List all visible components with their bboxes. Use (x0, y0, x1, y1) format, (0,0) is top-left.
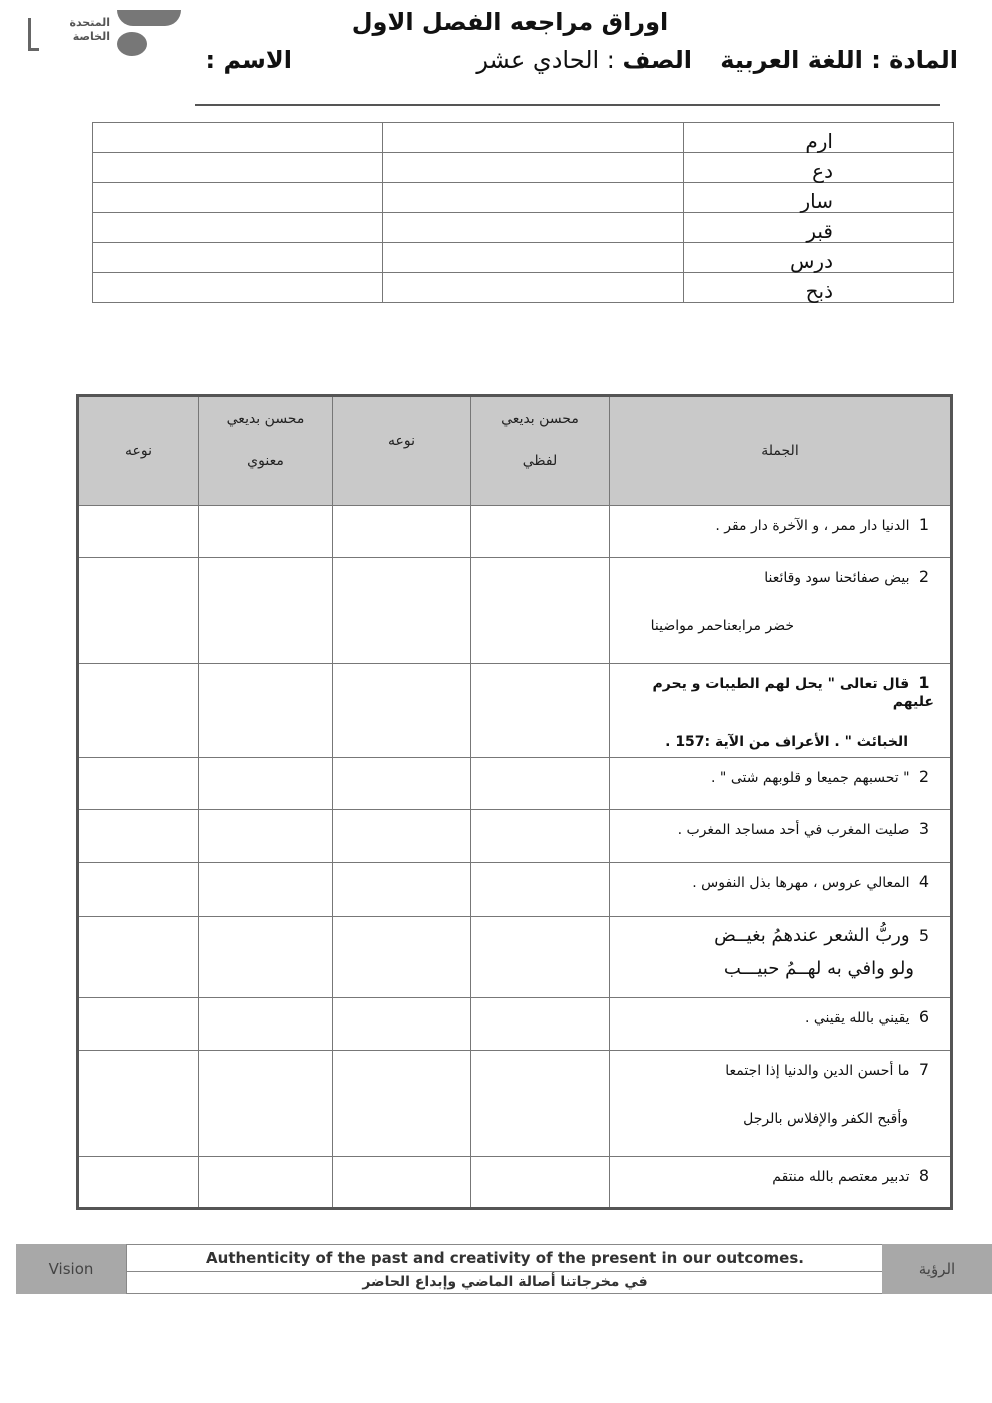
answer-cell[interactable] (78, 664, 199, 758)
answer-cell[interactable] (78, 998, 199, 1051)
header-manawi: محسن بديعي معنوي (199, 396, 333, 506)
answer-cell[interactable] (471, 998, 610, 1051)
table-header-row (78, 396, 952, 506)
answer-cell[interactable] (93, 123, 383, 153)
vision-english: Authenticity of the past and creativity of the present in our outcomes. (127, 1245, 883, 1272)
answer-cell[interactable] (93, 273, 383, 303)
answer-cell[interactable] (333, 664, 471, 758)
answer-cell[interactable] (78, 558, 199, 664)
answer-cell[interactable] (333, 506, 471, 558)
answer-cell[interactable] (471, 758, 610, 810)
word-cell: قبر (684, 213, 954, 243)
header-sentence: الجملة (610, 396, 952, 506)
answer-cell[interactable] (93, 213, 383, 243)
answer-cell[interactable] (78, 1157, 199, 1209)
answer-cell[interactable] (383, 243, 684, 273)
answer-cell[interactable] (471, 558, 610, 664)
header-lafzi: محسن بديعي لفظي (471, 396, 610, 506)
table-row (78, 863, 952, 917)
answer-cell[interactable] (199, 1157, 333, 1209)
answer-cell[interactable] (199, 758, 333, 810)
sentence-cell: 3 صليت المغرب في أحد مساجد المغرب . (610, 810, 952, 863)
rhetoric-table (76, 394, 953, 1210)
table-row (78, 810, 952, 863)
answer-cell[interactable] (333, 1157, 471, 1209)
sentence-cell: 6 يقيني بالله يقيني . (610, 998, 952, 1051)
table-row (78, 558, 952, 664)
word-cell: دع (684, 153, 954, 183)
table-row (78, 758, 952, 810)
answer-cell[interactable] (333, 863, 471, 917)
answer-cell[interactable] (471, 1157, 610, 1209)
sentence-cell: 5 وربُّ الشعر عندهمُ بغيــض ولو وافي به لهــمُ حبيـــب (610, 917, 952, 998)
answer-cell[interactable] (78, 1051, 199, 1157)
answer-cell[interactable] (78, 863, 199, 917)
answer-cell[interactable] (471, 810, 610, 863)
table-row (93, 153, 954, 183)
logo-text-line2: الخاصة (72, 30, 110, 43)
table-row (78, 917, 952, 998)
table-row (93, 123, 954, 153)
answer-cell[interactable] (471, 506, 610, 558)
word-cell: ارم (684, 123, 954, 153)
answer-cell[interactable] (471, 1051, 610, 1157)
header-divider (195, 104, 940, 106)
table-row (78, 664, 952, 758)
answer-cell[interactable] (199, 810, 333, 863)
answer-cell[interactable] (383, 213, 684, 243)
answer-cell[interactable] (383, 183, 684, 213)
answer-cell[interactable] (383, 153, 684, 183)
table-row (93, 213, 954, 243)
sentence-cell: 2 " تحسبهم جميعا و قلوبهم شتى " . (610, 758, 952, 810)
vision-footer (16, 1244, 992, 1294)
sentence-cell: 1 الدنيا دار ممر ، و الآخرة دار مقر . (610, 506, 952, 558)
answer-cell[interactable] (333, 810, 471, 863)
table-row (78, 506, 952, 558)
answer-cell[interactable] (383, 123, 684, 153)
page-title: اوراق مراجعه الفصل الاول (351, 8, 669, 36)
answer-cell[interactable] (78, 810, 199, 863)
logo-circle-icon (117, 32, 147, 56)
vision-arabic: في مخرجاتنا أصالة الماضي وإبداع الحاضر (362, 1274, 648, 1290)
sentence-cell: 7 ما أحسن الدين والدنيا إذا اجتمعا وأقبح الكفر والإفلاس بالرجل (610, 1051, 952, 1157)
header-type-1: نوعه (333, 396, 471, 506)
sentence-cell: 4 المعالي عروس ، مهرها بذل النفوس . (610, 863, 952, 917)
answer-cell[interactable] (333, 558, 471, 664)
vision-label-ar: الرؤية (882, 1244, 992, 1294)
answer-cell[interactable] (78, 758, 199, 810)
answer-cell[interactable] (93, 243, 383, 273)
sentence-cell: 2 بيض صفائحنا سود وقائعنا خضر مرابعناحمر مواضينا (610, 558, 952, 664)
vision-statement (126, 1244, 884, 1294)
vision-label-en: Vision (16, 1244, 126, 1294)
answer-cell[interactable] (78, 506, 199, 558)
table-row (78, 998, 952, 1051)
answer-cell[interactable] (199, 917, 333, 998)
logo-mark-icon (28, 18, 39, 51)
answer-cell[interactable] (333, 758, 471, 810)
answer-cell[interactable] (383, 273, 684, 303)
answer-cell[interactable] (78, 917, 199, 998)
word-cell: ذبح (684, 273, 954, 303)
answer-cell[interactable] (93, 183, 383, 213)
logo-text-line1: المتحدة (69, 16, 110, 29)
answer-cell[interactable] (333, 1051, 471, 1157)
header-type-2: نوعه (78, 396, 199, 506)
words-table (92, 122, 954, 303)
word-cell: درس (684, 243, 954, 273)
table-row (93, 183, 954, 213)
answer-cell[interactable] (199, 998, 333, 1051)
sentence-cell: 8 تدبير معتصم بالله منتقم (610, 1157, 952, 1209)
answer-cell[interactable] (471, 863, 610, 917)
answer-cell[interactable] (471, 917, 610, 998)
school-logo (12, 8, 182, 56)
subject-label: المادة : اللغة العربية (720, 46, 958, 74)
table-row (78, 1157, 952, 1209)
answer-cell[interactable] (333, 917, 471, 998)
name-field-label: الاسم : (205, 46, 292, 74)
answer-cell[interactable] (199, 1051, 333, 1157)
table-row (93, 243, 954, 273)
logo-text (52, 16, 110, 44)
answer-cell[interactable] (199, 664, 333, 758)
word-cell: سار (684, 183, 954, 213)
table-row (93, 273, 954, 303)
sentence-cell: 1 قال تعالى " يحل لهم الطيبات و يحرم عليهم الخبائث " . الأعراف من الآية :157 . (610, 664, 952, 758)
logo-shape-icon (117, 10, 181, 26)
answer-cell[interactable] (199, 558, 333, 664)
grade-label: الصف : الحادي عشر (476, 46, 692, 74)
table-row (78, 1051, 952, 1157)
answer-cell[interactable] (199, 863, 333, 917)
answer-cell[interactable] (199, 506, 333, 558)
answer-cell[interactable] (333, 998, 471, 1051)
answer-cell[interactable] (471, 664, 610, 758)
answer-cell[interactable] (93, 153, 383, 183)
